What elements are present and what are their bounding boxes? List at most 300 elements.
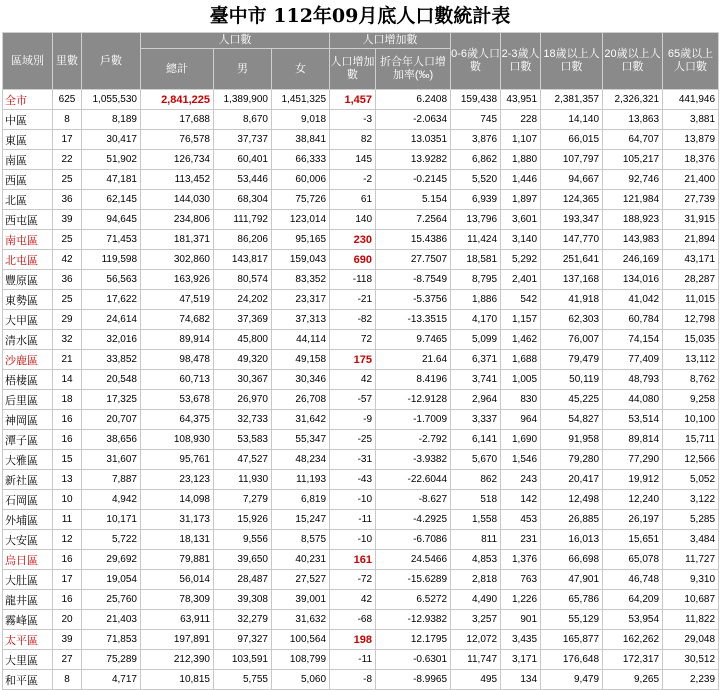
cell-male: 97,327	[214, 630, 272, 650]
cell-growth-rate: -2.792	[376, 430, 451, 450]
cell-age-18: 54,827	[541, 410, 603, 430]
cell-age-20: 44,080	[603, 390, 663, 410]
cell-district: 沙鹿區	[3, 350, 53, 370]
cell-age-2-3: 830	[501, 390, 541, 410]
cell-households: 71,853	[82, 630, 141, 650]
cell-age-0-6: 8,795	[451, 270, 501, 290]
cell-age-18: 79,479	[541, 350, 603, 370]
cell-age-0-6: 2,964	[451, 390, 501, 410]
cell-age-20: 65,078	[603, 550, 663, 570]
cell-age-18: 50,119	[541, 370, 603, 390]
cell-growth-rate: 8.4196	[376, 370, 451, 390]
cell-age-0-6: 1,558	[451, 510, 501, 530]
cell-age-65: 31,915	[663, 210, 719, 230]
cell-age-65: 5,052	[663, 470, 719, 490]
cell-age-18: 251,641	[541, 250, 603, 270]
cell-age-0-6: 1,886	[451, 290, 501, 310]
table-row	[3, 490, 719, 510]
cell-total: 163,926	[141, 270, 214, 290]
cell-district: 神岡區	[3, 410, 53, 430]
cell-district: 霧峰區	[3, 610, 53, 630]
header-female: 女	[272, 49, 330, 90]
cell-female: 23,317	[272, 290, 330, 310]
cell-total: 197,891	[141, 630, 214, 650]
cell-households: 19,054	[82, 570, 141, 590]
cell-district: 北區	[3, 190, 53, 210]
table-row	[3, 590, 719, 610]
cell-female: 159,043	[272, 250, 330, 270]
cell-female: 37,313	[272, 310, 330, 330]
cell-male: 15,926	[214, 510, 272, 530]
cell-district: 后里區	[3, 390, 53, 410]
cell-age-2-3: 763	[501, 570, 541, 590]
cell-age-65: 2,239	[663, 670, 719, 690]
cell-age-20: 9,265	[603, 670, 663, 690]
cell-age-2-3: 901	[501, 610, 541, 630]
cell-total: 74,682	[141, 310, 214, 330]
cell-households: 17,325	[82, 390, 141, 410]
cell-district: 東勢區	[3, 290, 53, 310]
header-growth: 人口增加數	[330, 33, 451, 49]
cell-total: 53,678	[141, 390, 214, 410]
cell-growth-rate: -2.0634	[376, 110, 451, 130]
cell-male: 24,202	[214, 290, 272, 310]
cell-district: 大安區	[3, 530, 53, 550]
cell-district: 南屯區	[3, 230, 53, 250]
cell-growth-rate: 6.5272	[376, 590, 451, 610]
cell-age-0-6: 3,337	[451, 410, 501, 430]
cell-age-0-6: 6,939	[451, 190, 501, 210]
cell-age-65: 28,287	[663, 270, 719, 290]
cell-male: 53,583	[214, 430, 272, 450]
header-households: 戶數	[82, 33, 141, 90]
cell-age-20: 105,217	[603, 150, 663, 170]
cell-age-2-3: 3,601	[501, 210, 541, 230]
cell-age-20: 172,317	[603, 650, 663, 670]
cell-age-2-3: 142	[501, 490, 541, 510]
table-row	[3, 390, 719, 410]
cell-age-18: 45,225	[541, 390, 603, 410]
cell-female: 60,006	[272, 170, 330, 190]
cell-female: 75,726	[272, 190, 330, 210]
cell-age-20: 77,409	[603, 350, 663, 370]
cell-age-0-6: 18,581	[451, 250, 501, 270]
cell-district: 和平區	[3, 670, 53, 690]
cell-age-65: 29,048	[663, 630, 719, 650]
header-age-0-6: 0-6歲人口數	[451, 33, 501, 90]
cell-li: 36	[53, 190, 82, 210]
cell-age-2-3: 5,292	[501, 250, 541, 270]
cell-district: 太平區	[3, 630, 53, 650]
cell-age-2-3: 1,690	[501, 430, 541, 450]
cell-households: 62,145	[82, 190, 141, 210]
cell-li: 8	[53, 110, 82, 130]
cell-district: 梧棲區	[3, 370, 53, 390]
cell-male: 8,670	[214, 110, 272, 130]
cell-age-2-3: 453	[501, 510, 541, 530]
cell-age-18: 55,129	[541, 610, 603, 630]
cell-age-18: 9,479	[541, 670, 603, 690]
cell-li: 32	[53, 330, 82, 350]
cell-households: 24,614	[82, 310, 141, 330]
cell-female: 1,451,325	[272, 90, 330, 110]
cell-growth: -82	[330, 310, 376, 330]
cell-age-65: 21,894	[663, 230, 719, 250]
table-row	[3, 570, 719, 590]
cell-households: 32,016	[82, 330, 141, 350]
cell-li: 25	[53, 290, 82, 310]
cell-total: 113,452	[141, 170, 214, 190]
cell-li: 27	[53, 650, 82, 670]
cell-growth-rate: -6.7086	[376, 530, 451, 550]
cell-li: 17	[53, 570, 82, 590]
cell-age-0-6: 4,853	[451, 550, 501, 570]
cell-age-2-3: 1,376	[501, 550, 541, 570]
cell-growth-rate: 12.1795	[376, 630, 451, 650]
cell-li: 39	[53, 630, 82, 650]
cell-male: 39,308	[214, 590, 272, 610]
cell-growth: 198	[330, 630, 376, 650]
table-row	[3, 290, 719, 310]
cell-growth-rate: 13.0351	[376, 130, 451, 150]
cell-age-0-6: 811	[451, 530, 501, 550]
cell-total: 212,390	[141, 650, 214, 670]
cell-li: 36	[53, 270, 82, 290]
cell-age-18: 107,797	[541, 150, 603, 170]
cell-li: 11	[53, 510, 82, 530]
table-row	[3, 170, 719, 190]
cell-total: 31,173	[141, 510, 214, 530]
cell-age-20: 92,746	[603, 170, 663, 190]
cell-male: 49,320	[214, 350, 272, 370]
cell-households: 21,403	[82, 610, 141, 630]
cell-growth: -11	[330, 650, 376, 670]
cell-age-18: 137,168	[541, 270, 603, 290]
table-row	[3, 90, 719, 110]
cell-district: 新社區	[3, 470, 53, 490]
cell-growth-rate: 24.5466	[376, 550, 451, 570]
cell-district: 西區	[3, 170, 53, 190]
table-row	[3, 150, 719, 170]
cell-age-18: 76,007	[541, 330, 603, 350]
cell-growth-rate: -22.6044	[376, 470, 451, 490]
cell-households: 4,942	[82, 490, 141, 510]
cell-li: 10	[53, 490, 82, 510]
cell-age-65: 43,171	[663, 250, 719, 270]
cell-growth: -31	[330, 450, 376, 470]
cell-growth: 175	[330, 350, 376, 370]
table-row	[3, 470, 719, 490]
cell-age-18: 47,901	[541, 570, 603, 590]
cell-households: 31,607	[82, 450, 141, 470]
cell-age-20: 19,912	[603, 470, 663, 490]
cell-age-2-3: 1,107	[501, 130, 541, 150]
cell-age-2-3: 1,226	[501, 590, 541, 610]
cell-male: 39,650	[214, 550, 272, 570]
cell-households: 47,181	[82, 170, 141, 190]
cell-age-2-3: 243	[501, 470, 541, 490]
cell-age-2-3: 1,880	[501, 150, 541, 170]
cell-growth-rate: 5.154	[376, 190, 451, 210]
cell-total: 181,371	[141, 230, 214, 250]
cell-age-20: 12,240	[603, 490, 663, 510]
cell-female: 39,001	[272, 590, 330, 610]
header-growth-rate: 折合年人口增加率(‰)	[376, 49, 451, 90]
cell-age-0-6: 495	[451, 670, 501, 690]
cell-li: 16	[53, 590, 82, 610]
cell-households: 56,563	[82, 270, 141, 290]
cell-growth: -21	[330, 290, 376, 310]
page-title: 臺中市 112年09月底人口數統計表	[209, 5, 511, 27]
cell-age-18: 2,381,357	[541, 90, 603, 110]
header-age-20: 20歲以上人口數	[603, 33, 663, 90]
cell-district: 北屯區	[3, 250, 53, 270]
cell-growth: -57	[330, 390, 376, 410]
cell-female: 49,158	[272, 350, 330, 370]
cell-age-0-6: 5,099	[451, 330, 501, 350]
cell-age-20: 48,793	[603, 370, 663, 390]
cell-li: 625	[53, 90, 82, 110]
cell-age-20: 13,863	[603, 110, 663, 130]
cell-district: 全市	[3, 90, 53, 110]
cell-age-20: 60,784	[603, 310, 663, 330]
cell-female: 48,234	[272, 450, 330, 470]
cell-age-0-6: 4,170	[451, 310, 501, 330]
table-row	[3, 670, 719, 690]
cell-male: 32,279	[214, 610, 272, 630]
cell-growth: 61	[330, 190, 376, 210]
cell-male: 103,591	[214, 650, 272, 670]
cell-growth: 230	[330, 230, 376, 250]
cell-age-2-3: 1,005	[501, 370, 541, 390]
cell-age-65: 13,112	[663, 350, 719, 370]
cell-age-18: 165,877	[541, 630, 603, 650]
cell-li: 25	[53, 170, 82, 190]
cell-district: 潭子區	[3, 430, 53, 450]
cell-female: 66,333	[272, 150, 330, 170]
cell-age-65: 12,566	[663, 450, 719, 470]
cell-age-2-3: 43,951	[501, 90, 541, 110]
cell-total: 95,761	[141, 450, 214, 470]
cell-male: 111,792	[214, 210, 272, 230]
cell-age-18: 176,648	[541, 650, 603, 670]
cell-li: 20	[53, 610, 82, 630]
cell-district: 豐原區	[3, 270, 53, 290]
cell-total: 17,688	[141, 110, 214, 130]
cell-total: 98,478	[141, 350, 214, 370]
cell-age-2-3: 1,897	[501, 190, 541, 210]
table-row	[3, 610, 719, 630]
cell-age-0-6: 518	[451, 490, 501, 510]
cell-total: 108,930	[141, 430, 214, 450]
cell-households: 1,055,530	[82, 90, 141, 110]
cell-growth-rate: -15.6289	[376, 570, 451, 590]
cell-age-0-6: 5,670	[451, 450, 501, 470]
cell-age-20: 64,707	[603, 130, 663, 150]
cell-households: 8,189	[82, 110, 141, 130]
cell-female: 108,799	[272, 650, 330, 670]
cell-age-2-3: 228	[501, 110, 541, 130]
cell-growth: -10	[330, 490, 376, 510]
cell-age-18: 26,885	[541, 510, 603, 530]
cell-female: 30,346	[272, 370, 330, 390]
cell-total: 76,578	[141, 130, 214, 150]
cell-age-65: 27,739	[663, 190, 719, 210]
cell-age-65: 11,015	[663, 290, 719, 310]
cell-households: 119,598	[82, 250, 141, 270]
cell-li: 15	[53, 450, 82, 470]
cell-female: 38,841	[272, 130, 330, 150]
cell-age-18: 66,698	[541, 550, 603, 570]
cell-total: 18,131	[141, 530, 214, 550]
table-row	[3, 410, 719, 430]
cell-growth: 1,457	[330, 90, 376, 110]
cell-growth: 42	[330, 590, 376, 610]
cell-li: 16	[53, 550, 82, 570]
cell-total: 56,014	[141, 570, 214, 590]
cell-age-20: 77,290	[603, 450, 663, 470]
table-row	[3, 250, 719, 270]
table-row	[3, 190, 719, 210]
cell-age-2-3: 2,401	[501, 270, 541, 290]
cell-district: 南區	[3, 150, 53, 170]
cell-female: 44,114	[272, 330, 330, 350]
cell-age-0-6: 4,490	[451, 590, 501, 610]
cell-male: 7,279	[214, 490, 272, 510]
cell-age-65: 15,711	[663, 430, 719, 450]
table-row	[3, 130, 719, 150]
cell-age-20: 143,983	[603, 230, 663, 250]
cell-households: 71,453	[82, 230, 141, 250]
cell-li: 42	[53, 250, 82, 270]
cell-total: 60,713	[141, 370, 214, 390]
cell-age-20: 53,954	[603, 610, 663, 630]
table-row	[3, 230, 719, 250]
cell-district: 龍井區	[3, 590, 53, 610]
cell-growth-rate: 27.7507	[376, 250, 451, 270]
cell-male: 68,304	[214, 190, 272, 210]
cell-growth: -2	[330, 170, 376, 190]
header-male: 男	[214, 49, 272, 90]
cell-age-2-3: 231	[501, 530, 541, 550]
cell-district: 烏日區	[3, 550, 53, 570]
cell-li: 39	[53, 210, 82, 230]
cell-male: 9,556	[214, 530, 272, 550]
cell-age-65: 10,100	[663, 410, 719, 430]
cell-households: 30,417	[82, 130, 141, 150]
table-row	[3, 430, 719, 450]
cell-male: 37,737	[214, 130, 272, 150]
cell-male: 26,970	[214, 390, 272, 410]
cell-age-65: 15,035	[663, 330, 719, 350]
cell-age-20: 2,326,321	[603, 90, 663, 110]
cell-female: 83,352	[272, 270, 330, 290]
cell-li: 13	[53, 470, 82, 490]
cell-age-65: 3,881	[663, 110, 719, 130]
cell-households: 25,760	[82, 590, 141, 610]
cell-male: 80,574	[214, 270, 272, 290]
table-row	[3, 550, 719, 570]
table-body	[3, 90, 719, 690]
cell-growth: 145	[330, 150, 376, 170]
cell-age-20: 134,016	[603, 270, 663, 290]
cell-age-65: 441,946	[663, 90, 719, 110]
cell-age-65: 3,484	[663, 530, 719, 550]
cell-growth-rate: -13.3515	[376, 310, 451, 330]
header-district: 區域別	[3, 33, 53, 90]
cell-growth: -43	[330, 470, 376, 490]
cell-total: 63,911	[141, 610, 214, 630]
cell-age-0-6: 159,438	[451, 90, 501, 110]
table-row	[3, 510, 719, 530]
cell-total: 126,734	[141, 150, 214, 170]
cell-female: 5,060	[272, 670, 330, 690]
cell-male: 53,446	[214, 170, 272, 190]
cell-age-0-6: 6,141	[451, 430, 501, 450]
cell-age-18: 41,918	[541, 290, 603, 310]
cell-district: 外埔區	[3, 510, 53, 530]
cell-age-18: 79,280	[541, 450, 603, 470]
cell-age-65: 30,512	[663, 650, 719, 670]
cell-age-2-3: 3,435	[501, 630, 541, 650]
cell-female: 27,527	[272, 570, 330, 590]
table-row	[3, 330, 719, 350]
cell-households: 17,622	[82, 290, 141, 310]
cell-total: 2,841,225	[141, 90, 214, 110]
cell-households: 5,722	[82, 530, 141, 550]
cell-age-20: 246,169	[603, 250, 663, 270]
cell-age-2-3: 1,462	[501, 330, 541, 350]
cell-li: 14	[53, 370, 82, 390]
cell-male: 5,755	[214, 670, 272, 690]
cell-households: 20,707	[82, 410, 141, 430]
cell-growth: 140	[330, 210, 376, 230]
cell-households: 33,852	[82, 350, 141, 370]
cell-age-65: 5,285	[663, 510, 719, 530]
cell-district: 東區	[3, 130, 53, 150]
cell-age-18: 62,303	[541, 310, 603, 330]
cell-male: 28,487	[214, 570, 272, 590]
cell-total: 144,030	[141, 190, 214, 210]
cell-age-0-6: 6,862	[451, 150, 501, 170]
cell-growth: -11	[330, 510, 376, 530]
cell-female: 123,014	[272, 210, 330, 230]
cell-district: 大肚區	[3, 570, 53, 590]
cell-age-0-6: 862	[451, 470, 501, 490]
cell-households: 94,645	[82, 210, 141, 230]
cell-male: 37,369	[214, 310, 272, 330]
cell-li: 18	[53, 390, 82, 410]
cell-growth-rate: 6.2408	[376, 90, 451, 110]
cell-households: 7,887	[82, 470, 141, 490]
cell-female: 6,819	[272, 490, 330, 510]
cell-age-20: 188,923	[603, 210, 663, 230]
cell-female: 11,193	[272, 470, 330, 490]
cell-households: 29,692	[82, 550, 141, 570]
cell-age-2-3: 3,171	[501, 650, 541, 670]
cell-growth-rate: -12.9382	[376, 610, 451, 630]
cell-male: 86,206	[214, 230, 272, 250]
cell-male: 143,817	[214, 250, 272, 270]
cell-growth-rate: -0.2145	[376, 170, 451, 190]
cell-growth: 161	[330, 550, 376, 570]
cell-li: 21	[53, 350, 82, 370]
cell-age-65: 9,310	[663, 570, 719, 590]
header-age-18: 18歲以上人口數	[541, 33, 603, 90]
cell-age-18: 91,958	[541, 430, 603, 450]
cell-age-0-6: 5,520	[451, 170, 501, 190]
cell-female: 31,632	[272, 610, 330, 630]
